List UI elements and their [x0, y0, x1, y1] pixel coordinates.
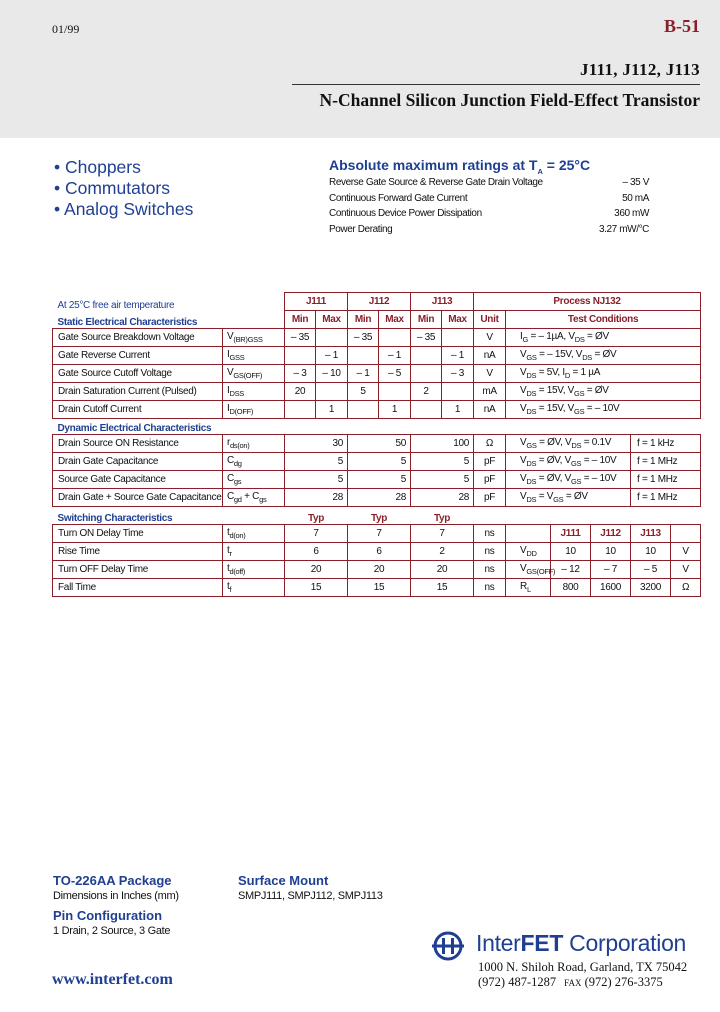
abs-max-row: Power Derating 3.27 mW/°C	[329, 223, 649, 235]
pin-config: 1 Drain, 2 Source, 3 Gate	[53, 925, 171, 937]
table-row: Gate Source Cutoff Voltage $V_{GS(OFF)}$ – 3 – 10 – 1 – 5 – 3 V $V_{DS} = 5V$, $I_D = 1$ µA	[53, 365, 701, 383]
table-row: Turn OFF Delay Time $t_{d(off)}$ 20 20 20 ns $V_{GS(OFF)}$ – 12 – 7 – 5 V	[53, 561, 701, 579]
package-title: TO-226AA Package	[53, 873, 172, 888]
table-row: Drain Cutoff Current $I_{D(OFF)}$ 1 1 1 nA $V_{DS} = 15V$, $V_{GS}$ = – 10V	[53, 401, 701, 419]
table-row: Drain Saturation Current (Pulsed) $I_{DSS}$ 20 5 2 mA $V_{DS} = 15V$, $V_{GS}$ = ØV	[53, 383, 701, 401]
dynamic-section-title: Dynamic Electrical Characteristics	[57, 423, 212, 434]
table-row: Drain Gate Capacitance $C_{dg}$ 5 5 5 pF $V_{DS}$ = ØV, $V_{GS}$ = – 10V f = 1 MHz	[53, 453, 701, 471]
abs-max-row: Reverse Gate Source & Reverse Gate Drain Voltage – 35 V	[329, 177, 649, 188]
page-code: B-51	[664, 16, 700, 36]
section-row	[53, 419, 701, 435]
header-divider	[292, 84, 700, 85]
switching-section-title: Switching Characteristics	[57, 513, 173, 524]
date: 01/99	[52, 22, 80, 36]
company-phone: (972) 487-1287 FAX (972) 276-3375	[478, 975, 663, 989]
surface-mount-info	[238, 872, 383, 903]
package-dims: Dimensions in Inches (mm)	[53, 890, 179, 902]
abs-max-row: Continuous Forward Gate Current 50 mA	[329, 192, 649, 204]
spec-table	[52, 292, 701, 597]
surface-mount-parts: SMPJ111, SMPJ112, SMPJ113	[238, 890, 383, 902]
table-row: Fall Time $t_f$ 15 15 15 ns $R_L$ 800 1600 3200 Ω	[53, 579, 701, 597]
abs-max-title: Absolute maximum ratings at $T_A = 25^\circ C$	[329, 157, 591, 176]
abs-max-ratings	[329, 175, 649, 237]
table-header-row: Static Electrical Characteristics Min Max Min Max Min Max Unit Test Conditions	[53, 311, 701, 329]
table-row: Gate Reverse Current $I_{GSS}$ – 1 – 1 – 1 nA $V_{GS}$ = – 15V, $V_{DS}$ = ØV	[53, 347, 701, 365]
table-row: Turn ON Delay Time $t_{d(on)}$ 7 7 7 ns J111 J112 J113	[53, 525, 701, 543]
company-address: 1000 N. Shiloh Road, Garland, TX 75042	[478, 960, 688, 974]
feature-item: • Choppers	[54, 157, 141, 177]
table-row: Gate Source Breakdown Voltage $V_{(BR)GSS}$ – 35 – 35 – 35 V $I_G$ = – 1µA, $V_{DS}$ = ØV	[53, 329, 701, 347]
section-row: Switching Characteristics Typ Typ Typ	[53, 507, 701, 525]
package-info	[53, 872, 179, 942]
static-section-title: Static Electrical Characteristics	[57, 317, 198, 328]
temp-note: At 25°C free air temperature	[57, 299, 175, 311]
surface-mount-title: Surface Mount	[238, 873, 329, 888]
feature-item: • Commutators	[54, 178, 171, 198]
company-name: InterFET Corporation	[476, 930, 687, 956]
part-numbers: J111, J112, J113	[579, 60, 700, 79]
feature-item: • Analog Switches	[54, 199, 194, 219]
table-row: Source Gate Capacitance $C_{gs}$ 5 5 5 pF $V_{DS}$ = ØV, $V_{GS}$ = – 10V f = 1 MHz	[53, 471, 701, 489]
table-row: Drain Gate + Source Gate Capacitance $C_{gd} + C_{gs}$ 28 28 28 pF $V_{DS} = V_{GS}$ = ØV f = 1 MHz	[53, 489, 701, 507]
abs-max-row: Continuous Device Power Dissipation 360 mW	[329, 208, 649, 219]
table-header-row: At 25°C free air temperature J111 J112 J113 Process NJ132	[53, 293, 701, 311]
interfet-logo-icon	[430, 928, 466, 964]
website-link[interactable]: www.interfet.com	[52, 971, 173, 988]
table-row: Drain Source ON Resistance $r_{ds(on)}$ 30 50 100 Ω $V_{GS}$ = ØV, $V_{DS} = 0.1V$ f = 1 kHz	[53, 435, 701, 453]
pin-config-title: Pin Configuration	[53, 908, 163, 923]
table-row: Rise Time $t_r$ 6 6 2 ns $V_{DD}$ 10 10 10 V	[53, 543, 701, 561]
device-title: N-Channel Silicon Junction Field-Effect Transistor	[319, 90, 700, 110]
feature-list	[54, 157, 193, 220]
